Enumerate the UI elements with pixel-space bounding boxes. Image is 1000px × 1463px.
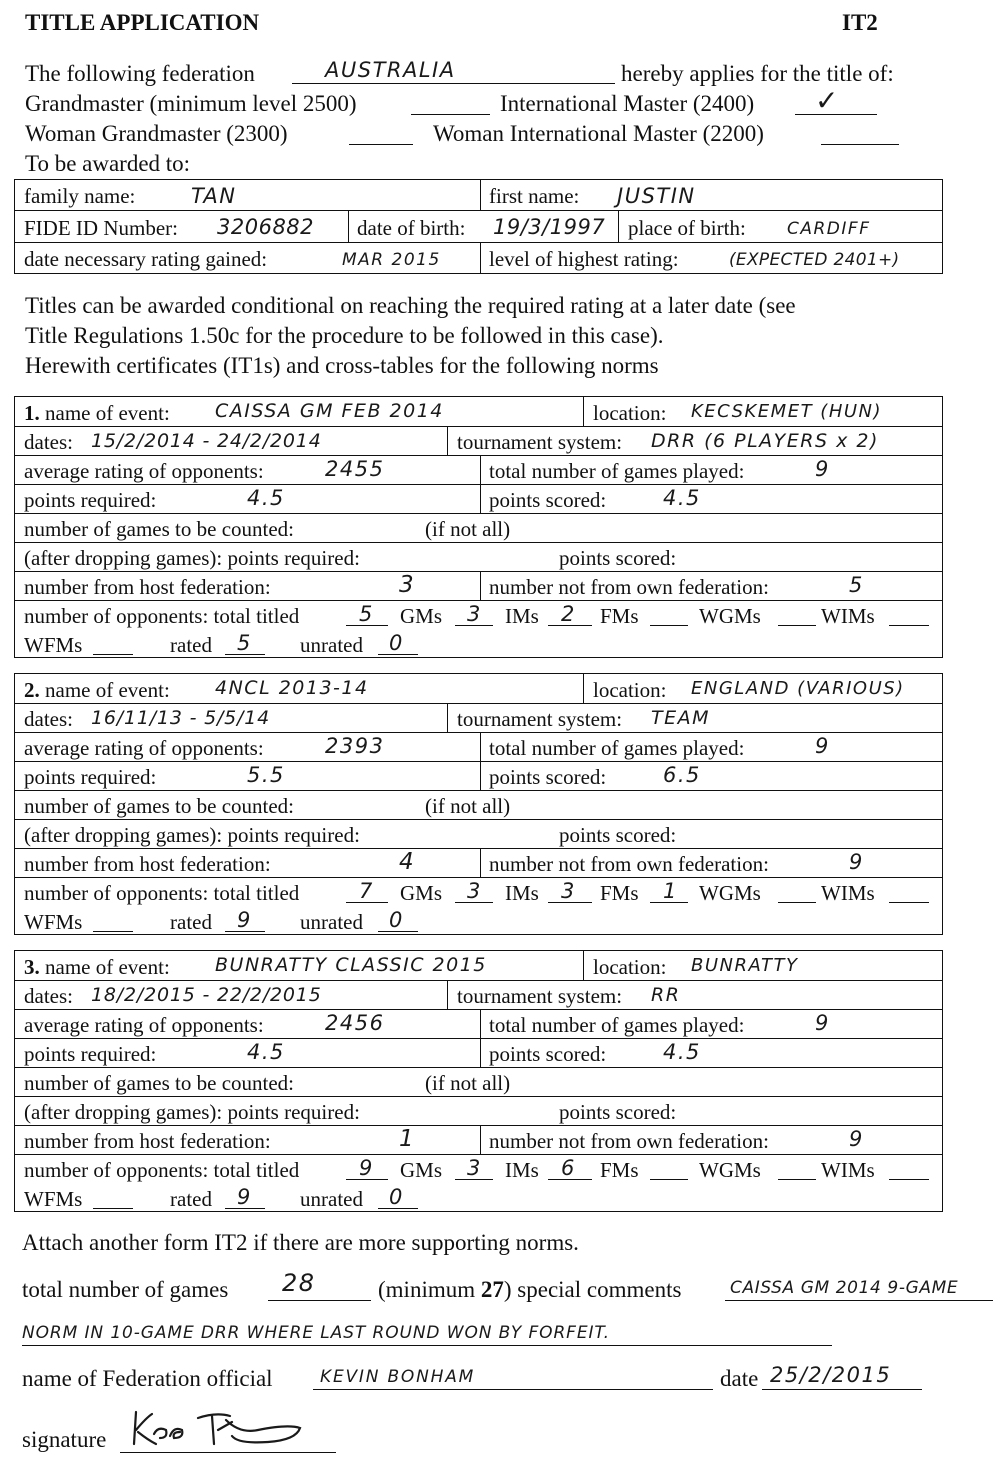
from-host-label: number from host federation: xyxy=(24,575,271,599)
after-dropping-scored-label: points scored: xyxy=(559,1100,677,1124)
points-required[interactable]: 5.5 xyxy=(247,763,285,787)
after-dropping-label: (after dropping games): points required: xyxy=(24,546,360,570)
points-required[interactable]: 4.5 xyxy=(247,1040,285,1064)
im-checkmark[interactable]: ✓ xyxy=(815,84,840,117)
unrated-label: unrated xyxy=(300,1187,363,1211)
system-label: tournament system: xyxy=(457,430,623,454)
wims-blank xyxy=(889,1179,929,1180)
ims-count[interactable]: 3 xyxy=(561,879,576,903)
norm-box-3 xyxy=(14,950,943,1212)
conditional-line-2: Title Regulations 1.50c for the procedure to be followed in this case). xyxy=(25,323,664,348)
ims-count[interactable]: 2 xyxy=(561,602,576,626)
ims-label: IMs xyxy=(505,604,539,628)
points-required-label: points required: xyxy=(24,1042,157,1066)
not-own[interactable]: 5 xyxy=(849,573,864,597)
federation-suffix: hereby applies for the title of: xyxy=(621,61,894,86)
total-games[interactable]: 9 xyxy=(815,457,830,481)
event-location[interactable]: KECSKEMET (HUN) xyxy=(691,401,883,422)
rated-label: rated xyxy=(170,1187,212,1211)
points-scored[interactable]: 4.5 xyxy=(663,486,701,510)
location-label: location: xyxy=(593,678,667,702)
federation-value[interactable]: AUSTRALIA xyxy=(325,58,456,82)
tournament-system[interactable]: RR xyxy=(651,984,681,1006)
total-games[interactable]: 9 xyxy=(815,1011,830,1035)
fide-id-label: FIDE ID Number: xyxy=(24,216,178,240)
official-name[interactable]: KEVIN BONHAM xyxy=(320,1367,476,1387)
wgms-blank xyxy=(778,625,816,626)
opp-titled-label: number of opponents: total titled xyxy=(24,881,300,905)
dates-label: dates: xyxy=(24,430,73,454)
event-label: 1. name of event: xyxy=(24,401,170,425)
family-name-value[interactable]: TAN xyxy=(191,184,237,208)
not-own[interactable]: 9 xyxy=(849,1127,864,1151)
date-line xyxy=(762,1389,922,1390)
event-name[interactable]: BUNRATTY CLASSIC 2015 xyxy=(215,954,487,976)
conditional-line-3: Herewith certificates (IT1s) and cross-tables for the following norms xyxy=(25,353,659,378)
signature-scribble[interactable] xyxy=(128,1404,308,1452)
after-dropping-scored-label: points scored: xyxy=(559,823,677,847)
system-label: tournament system: xyxy=(457,984,623,1008)
ims-label: IMs xyxy=(505,1158,539,1182)
event-dates[interactable]: 15/2/2014 - 24/2/2014 xyxy=(91,430,322,452)
points-scored[interactable]: 6.5 xyxy=(663,763,701,787)
attach-text: Attach another form IT2 if there are more supporting norms. xyxy=(22,1230,579,1255)
wim-label: Woman International Master (2200) xyxy=(433,121,764,146)
event-name[interactable]: 4NCL 2013-14 xyxy=(215,677,369,699)
wims-label: WIMs xyxy=(821,604,875,628)
pob-value[interactable]: CARDIFF xyxy=(787,219,871,239)
avg-rating[interactable]: 2456 xyxy=(325,1011,385,1035)
wgms-blank xyxy=(778,1179,816,1180)
event-dates[interactable]: 18/2/2015 - 22/2/2015 xyxy=(91,984,322,1006)
dates-label: dates: xyxy=(24,984,73,1008)
wim-line xyxy=(821,144,899,145)
wgm-label: Woman Grandmaster (2300) xyxy=(25,121,288,146)
dob-value[interactable]: 19/3/1997 xyxy=(493,215,606,239)
norm-box-2 xyxy=(14,673,943,935)
wgms-label: WGMs xyxy=(699,881,761,905)
fms-blank xyxy=(650,625,688,626)
from-host-label: number from host federation: xyxy=(24,852,271,876)
avg-rating-label: average rating of opponents: xyxy=(24,1013,264,1037)
tournament-system[interactable]: DRR (6 PLAYERS x 2) xyxy=(651,430,879,452)
from-host[interactable]: 1 xyxy=(399,1126,416,1152)
after-dropping-label: (after dropping games): points required: xyxy=(24,1100,360,1124)
wfms-label: WFMs xyxy=(24,910,83,934)
comments-text-2[interactable]: NORM IN 10-GAME DRR WHERE LAST ROUND WON BY FORFEIT. xyxy=(22,1323,610,1343)
unrated-label: unrated xyxy=(300,633,363,657)
minimum-note: (minimum 27) special comments xyxy=(378,1277,682,1302)
not-own-label: number not from own federation: xyxy=(489,852,769,876)
avg-rating-label: average rating of opponents: xyxy=(24,736,264,760)
official-label: name of Federation official xyxy=(22,1366,273,1391)
event-location[interactable]: ENGLAND (VARIOUS) xyxy=(691,678,905,699)
fms-label: FMs xyxy=(600,881,639,905)
signature-label: signature xyxy=(22,1427,107,1452)
wfms-blank xyxy=(93,931,133,932)
ims-count[interactable]: 6 xyxy=(561,1156,576,1180)
unrated-count[interactable]: 0 xyxy=(389,908,404,932)
date-value[interactable]: 25/2/2015 xyxy=(770,1363,892,1387)
not-own[interactable]: 9 xyxy=(849,850,864,874)
signature-line xyxy=(120,1452,336,1453)
opp-titled-label: number of opponents: total titled xyxy=(24,604,300,628)
gms-label: GMs xyxy=(400,881,443,905)
avg-rating[interactable]: 2393 xyxy=(325,734,385,758)
rating-date-label: date necessary rating gained: xyxy=(24,247,268,271)
wims-blank xyxy=(889,625,929,626)
games-counted-label: number of games to be counted: xyxy=(24,794,295,818)
first-name-label: first name: xyxy=(489,184,580,208)
form-code: IT2 xyxy=(842,10,878,35)
rating-date-value[interactable]: MAR 2015 xyxy=(342,250,441,270)
location-label: location: xyxy=(593,955,667,979)
titled-count[interactable]: 9 xyxy=(359,1156,374,1180)
rated-label: rated xyxy=(170,633,212,657)
wfms-blank xyxy=(93,1208,133,1209)
event-location[interactable]: BUNRATTY xyxy=(691,955,799,976)
fide-id-value[interactable]: 3206882 xyxy=(217,215,315,239)
date-label: date xyxy=(720,1366,759,1391)
event-dates[interactable]: 16/11/13 - 5/5/14 xyxy=(91,707,271,729)
federation-line xyxy=(292,83,615,84)
event-label: 2. name of event: xyxy=(24,678,170,702)
unrated-label: unrated xyxy=(300,910,363,934)
wgms-label: WGMs xyxy=(699,604,761,628)
points-required-label: points required: xyxy=(24,488,157,512)
dob-label: date of birth: xyxy=(357,216,466,240)
fms-blank xyxy=(650,1179,688,1180)
total-games-line xyxy=(268,1300,371,1301)
points-scored-label: points scored: xyxy=(489,765,607,789)
games-counted-label: number of games to be counted: xyxy=(24,1071,295,1095)
norm-box-1 xyxy=(14,396,943,658)
from-host-label: number from host federation: xyxy=(24,1129,271,1153)
wgms-blank xyxy=(778,902,816,903)
if-not-all-label: (if not all) xyxy=(425,517,511,541)
dates-label: dates: xyxy=(24,707,73,731)
fms-label: FMs xyxy=(600,604,639,628)
wfms-label: WFMs xyxy=(24,633,83,657)
from-host[interactable]: 4 xyxy=(399,849,416,875)
gm-label: Grandmaster (minimum level 2500) xyxy=(25,91,357,116)
points-scored-label: points scored: xyxy=(489,488,607,512)
titled-count[interactable]: 7 xyxy=(359,879,374,903)
wims-label: WIMs xyxy=(821,881,875,905)
wgm-line xyxy=(349,144,413,145)
not-own-label: number not from own federation: xyxy=(489,1129,769,1153)
wgms-label: WGMs xyxy=(699,1158,761,1182)
applicant-table xyxy=(14,179,943,274)
after-dropping-scored-label: points scored: xyxy=(559,546,677,570)
fms-label: FMs xyxy=(600,1158,639,1182)
wfms-blank xyxy=(93,654,133,655)
federation-prefix: The following federation xyxy=(25,61,255,86)
event-name[interactable]: CAISSA GM FEB 2014 xyxy=(215,400,444,422)
unrated-count[interactable]: 0 xyxy=(389,631,404,655)
gms-count[interactable]: 3 xyxy=(467,1156,482,1180)
awarded-to: To be awarded to: xyxy=(25,151,191,176)
gms-label: GMs xyxy=(400,604,443,628)
location-label: location: xyxy=(593,401,667,425)
avg-rating[interactable]: 2455 xyxy=(325,457,385,481)
system-label: tournament system: xyxy=(457,707,623,731)
wfms-label: WFMs xyxy=(24,1187,83,1211)
total-games-label: total number of games played: xyxy=(489,459,745,483)
if-not-all-label: (if not all) xyxy=(425,1071,511,1095)
gm-line xyxy=(411,114,490,115)
fms-count[interactable]: 1 xyxy=(663,879,678,903)
after-dropping-label: (after dropping games): points required: xyxy=(24,823,360,847)
avg-rating-label: average rating of opponents: xyxy=(24,459,264,483)
points-scored-label: points scored: xyxy=(489,1042,607,1066)
highest-value[interactable]: (EXPECTED 2401+) xyxy=(729,250,900,270)
comments-text-1[interactable]: CAISSA GM 2014 9-GAME xyxy=(730,1278,959,1298)
form-title: TITLE APPLICATION xyxy=(25,10,260,35)
if-not-all-label: (if not all) xyxy=(425,794,511,818)
points-required-label: points required: xyxy=(24,765,157,789)
gms-count[interactable]: 3 xyxy=(467,602,482,626)
total-games-label: total number of games played: xyxy=(489,1013,745,1037)
tournament-system[interactable]: TEAM xyxy=(651,707,711,729)
wims-blank xyxy=(889,902,929,903)
total-games-label: total number of games played: xyxy=(489,736,745,760)
titled-count[interactable]: 5 xyxy=(359,602,374,626)
points-required[interactable]: 4.5 xyxy=(247,486,285,510)
total-games-label: total number of games xyxy=(22,1277,229,1302)
ims-label: IMs xyxy=(505,881,539,905)
gms-label: GMs xyxy=(400,1158,443,1182)
unrated-count[interactable]: 0 xyxy=(389,1185,404,1209)
rated-count[interactable]: 9 xyxy=(237,908,252,932)
not-own-label: number not from own federation: xyxy=(489,575,769,599)
from-host[interactable]: 3 xyxy=(399,572,416,598)
event-label: 3. name of event: xyxy=(24,955,170,979)
total-games[interactable]: 9 xyxy=(815,734,830,758)
rated-count[interactable]: 5 xyxy=(237,631,252,655)
rated-count[interactable]: 9 xyxy=(237,1185,252,1209)
rated-label: rated xyxy=(170,910,212,934)
conditional-line-1: Titles can be awarded conditional on reaching the required rating at a later date (see xyxy=(25,293,796,318)
gms-count[interactable]: 3 xyxy=(467,879,482,903)
opp-titled-label: number of opponents: total titled xyxy=(24,1158,300,1182)
wims-label: WIMs xyxy=(821,1158,875,1182)
total-games-value[interactable]: 28 xyxy=(282,1269,316,1297)
pob-label: place of birth: xyxy=(628,216,746,240)
highest-label: level of highest rating: xyxy=(489,247,679,271)
family-name-label: family name: xyxy=(24,184,136,208)
games-counted-label: number of games to be counted: xyxy=(24,517,295,541)
first-name-value[interactable]: JUSTIN xyxy=(617,184,696,208)
im-label: International Master (2400) xyxy=(500,91,755,116)
points-scored[interactable]: 4.5 xyxy=(663,1040,701,1064)
